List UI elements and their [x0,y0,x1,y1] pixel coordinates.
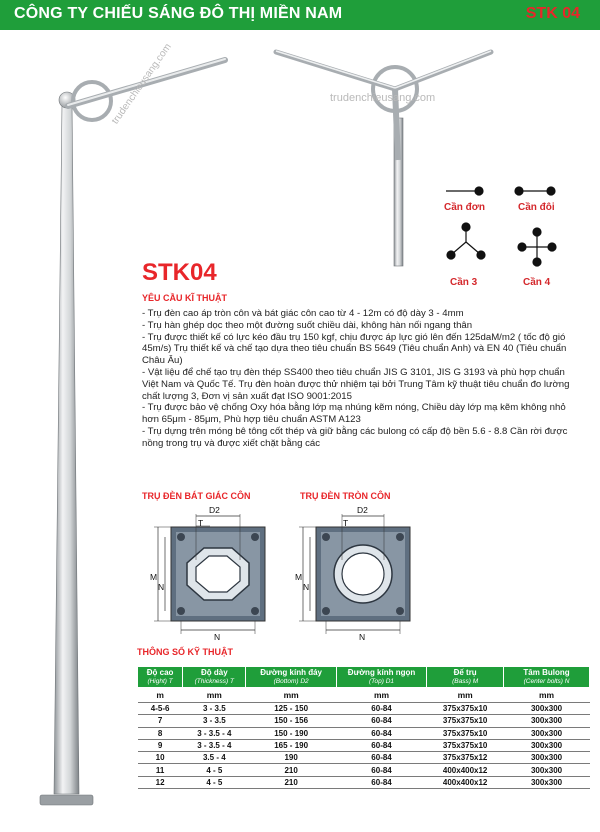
requirements-title: YÊU CẦU KĨ THUẬT [142,293,227,303]
round-t-label: T [343,518,349,528]
octagonal-diagram-title: TRỤ ĐÈN BÁT GIÁC CÔN [142,491,251,501]
arm-label-single: Cần đơn [444,202,485,213]
round-m-label: M [295,572,303,582]
requirement-item: - Vật liệu để chế tạo trụ đèn thép SS400 theo tiêu chuẩn JIS G 3101, JIS G 3193 và phù hợp chuẩn Việt Nam và Quốc Tế. Trụ đèn hoàn được thử nhiệm tại bởi Trung Tâm kỹ thuật tiêu chuẩn đo lường chất lượng 3, Đơn vị sản xuất đạt ISO 9001:2015 [142,366,570,402]
site-watermark: trudenchieusang.com [330,92,436,104]
table-row: 11 4 - 5 210 60-84 400x400x12 300x300 [138,764,590,776]
requirement-item: - Trụ đèn cao áp tròn côn và bát giác côn cao từ 4 - 12m có độ dày 3 - 4mm [142,308,464,319]
octagonal-t-label: T [198,518,204,528]
octagonal-n-side-label: N [158,582,165,592]
spec-header-row [138,667,590,688]
round-n-label: N [359,632,366,642]
round-diagram-title: TRỤ ĐÈN TRÒN CÔN [300,491,391,501]
arm-label-quad: Cần 4 [523,277,551,288]
octagonal-base-diagram [154,514,265,634]
col-header: Độ cao (Hight) T [138,667,183,688]
product-title: STK04 [142,259,217,286]
site-watermark-rotated: trudenchieusang.com [110,41,174,127]
octagonal-m-label: M [150,572,158,582]
table-row: 10 3.5 - 4 190 60-84 375x375x12 300x300 [138,752,590,764]
col-header: Đế trụ (Bass) M [427,667,504,688]
round-base-diagram [299,514,410,634]
octagonal-n-label: N [214,632,221,642]
col-header: Tâm Bulong (Center bolts) N [504,667,590,688]
table-row: 8 3 - 3.5 - 4 150 - 190 60-84 375x375x10 300x300 [138,727,590,739]
requirement-item: - Trụ dựng trên móng bê tông cốt thép và giữ bằng các bulong có cấp độ bền 5.6 - 8.8 Cần rời được nồng trong trụ và được xiết chặt bằng các [142,425,568,449]
specs-title: THÔNG SỐ KỸ THUẬT [137,647,233,657]
table-row: 9 3 - 3.5 - 4 165 - 190 60-84 375x375x10 300x300 [138,739,590,751]
col-header: Độ dày (Thickness) T [183,667,246,688]
product-code: STK 04 [525,5,580,22]
round-n-side-label: N [303,582,310,592]
requirements-list [142,308,582,450]
units-row: m mm mm mm mm mm [138,688,590,703]
col-header: Đường kính đáy (Bottom) D2 [246,667,336,688]
company-title: CÔNG TY CHIẾU SÁNG ĐÔ THỊ MIỀN NAM [14,5,343,22]
arm-label-triple: Cần 3 [450,277,478,288]
requirement-item: - Trụ hàn ghép dọc theo một đường suốt chiều dài, không hàn nối ngang thân [142,319,473,331]
spec-table [137,666,590,789]
table-row: 4-5-6 3 - 3.5 125 - 150 60-84 375x375x10 300x300 [138,703,590,715]
requirement-item: - Trụ được thiết kế có lực kéo đầu trụ 150 kgf, chịu được áp lực gió lên đến 125daM/m2 ( tốc độ gió 45m/s) Trụ thiết kế và chế tạo dựa theo tiêu chuẩn BS 5649 (Tiêu chuẩn Anh) và EN 40 (Tiêu chuẩn Châu Âu) [142,331,567,367]
table-row: 7 3 - 3.5 150 - 156 60-84 375x375x10 300x300 [138,715,590,727]
pole-triple-arm [276,51,491,266]
col-header: Đường kính ngọn (Top) D1 [336,667,426,688]
requirement-item: - Trụ được bảo vệ chống Oxy hóa bằng lớp mạ nhúng kẽm nóng, Chiều dày lớp mạ kẽm không nhỏ hơn 65μm - 85μm, Phù hợp tiêu chuẩn ASTM A123 [142,402,566,426]
table-row: 12 4 - 5 210 60-84 400x400x12 300x300 [138,776,590,788]
arm-type-icons [446,187,556,266]
round-d2-label: D2 [357,505,368,515]
arm-label-double: Cần đôi [518,202,555,213]
octagonal-d2-label: D2 [209,505,220,515]
